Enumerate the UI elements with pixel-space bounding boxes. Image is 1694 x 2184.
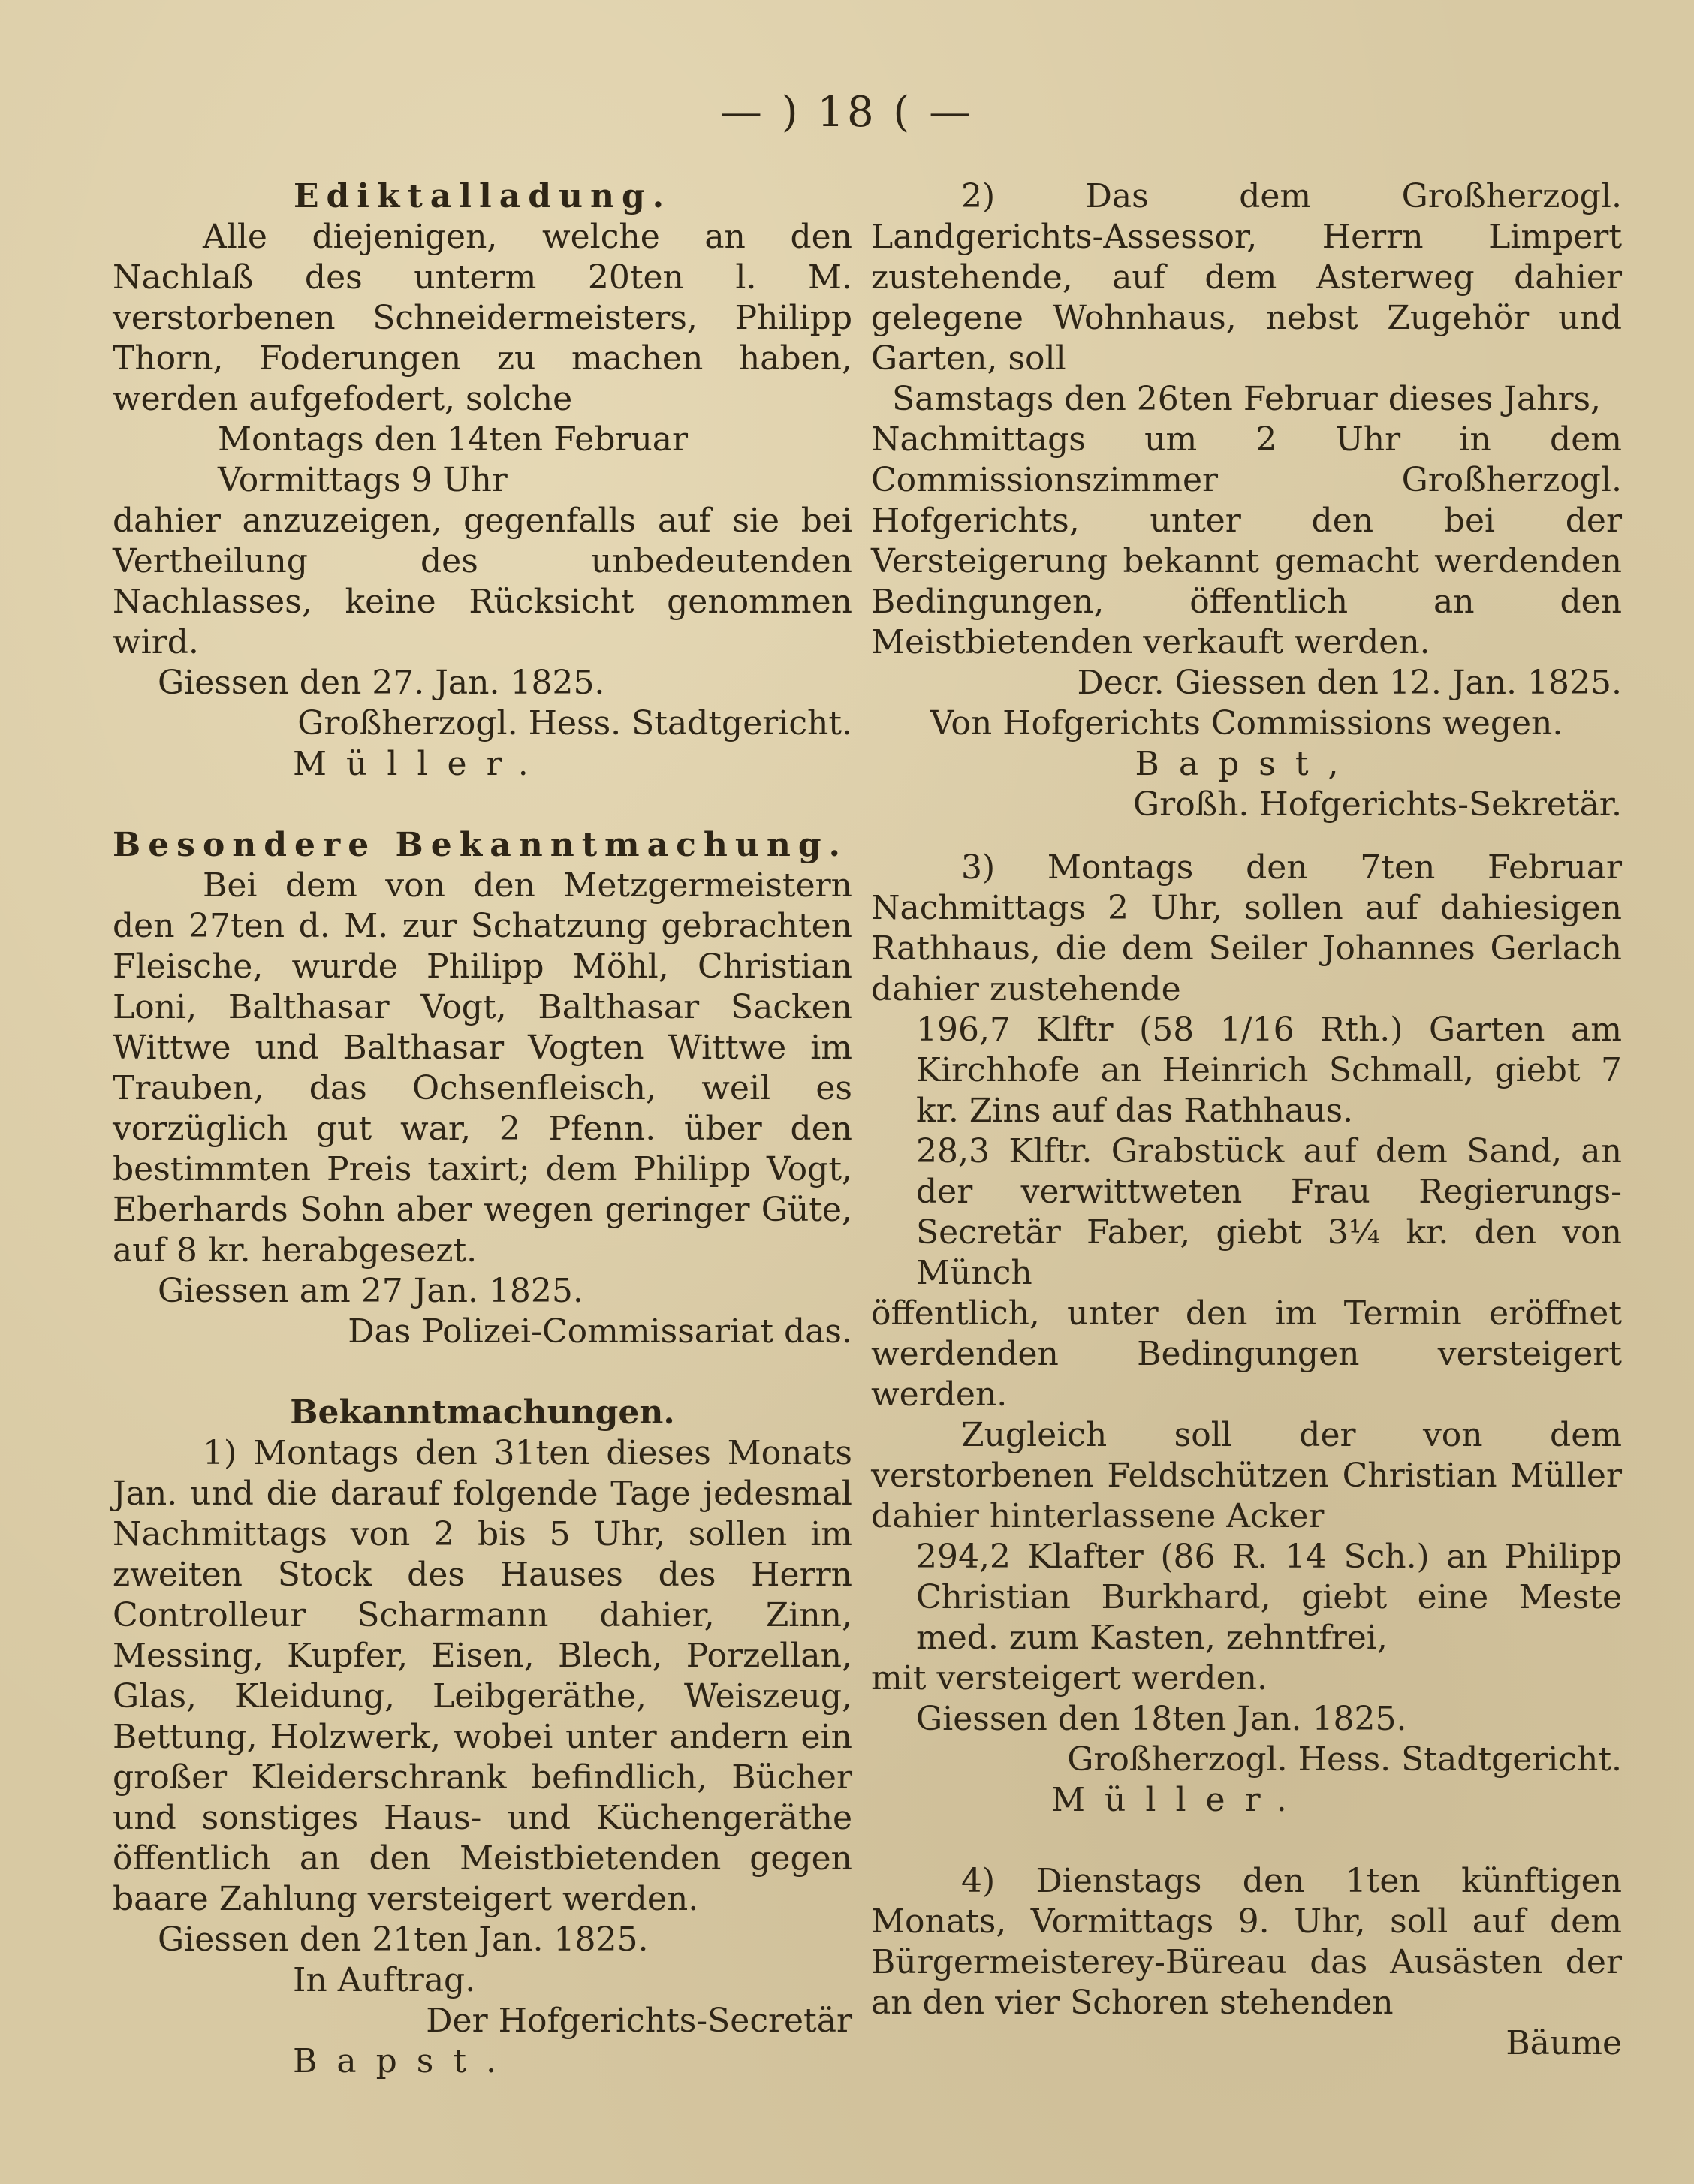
ediktalladung-body: Alle diejenigen, welche an den Nachlaß des unterm 20ten l. M. verstorbenen Schneidermeisters, Philipp Thorn, Foderungen zu machen haben, werden aufgefodert, solche bbox=[113, 218, 852, 418]
besondere-body: Bei dem von den Metzgermeistern den 27ten d. M. zur Schatzung gebrachten Fleische, wurde Philipp Möhl, Christian Loni, Balthasar Vogt, Balthasar Sacken Wittwe und Balthasar Vogten Wittwe im Trauben, das Ochsenfleisch, weil es vorzüglich gut war, 2 Pfenn. über den bestimmten Preis taxirt; dem Philipp Vogt, Eberhards Sohn aber wegen geringer Güte, auf 8 kr. herabgesezt. bbox=[113, 866, 852, 1270]
bekanntmachungen-signature: Bapst. bbox=[293, 2042, 516, 2080]
item-3-zugleich: Zugleich soll der von dem verstorbenen Feldschützen Christian Müller dahier hinterlassene Acker bbox=[871, 1416, 1622, 1535]
ediktalladung-authority: Großherzogl. Hess. Stadtgericht. bbox=[297, 704, 852, 743]
ediktalladung-body-2: dahier anzuzeigen, gegenfalls auf sie bei Vertheilung des unbedeutenden Nachlasses, keine Rücksicht genommen wird. bbox=[113, 502, 852, 661]
item-3-plot-3: 294,2 Klafter (86 R. 14 Sch.) an Philipp Christian Burkhard, giebt eine Meste med. zum Kasten, zehntfrei, bbox=[916, 1538, 1622, 1657]
bekanntmachungen-item-1: 1) Montags den 31ten dieses Monats Jan. und die darauf folgende Tage jedesmal Nachmittags von 2 bis 5 Uhr, sollen im zweiten Stock des Hauses des Herrn Controlleur Scharmann dahier, Zinn, Messing, Kupfer, Eisen, Blech, Porzellan, Glas, Kleidung, Leibgeräthe, Weiszeug, Bettung, Holzwerk, wobei unter andern ein großer Kleiderschrank befindlich, Bücher und sonstiges Haus- und Küchengeräthe öffentlich an den Meistbietenden gegen baare Zahlung versteigert werden. bbox=[113, 1434, 852, 1918]
besondere-authority: Das Polizei-Commissariat das. bbox=[348, 1312, 852, 1351]
item-3-authority: Großherzogl. Hess. Stadtgericht. bbox=[1067, 1740, 1622, 1779]
ediktalladung-heading: Ediktalladung. bbox=[293, 177, 672, 215]
item-3-signature: Müller. bbox=[1051, 1781, 1307, 1819]
item-2-title: Großh. Hofgerichts-Sekretär. bbox=[1133, 785, 1622, 824]
item-3-body: öffentlich, unter den im Termin eröffnet werdenden Bedingungen versteigert werden. bbox=[871, 1294, 1622, 1414]
right-column bbox=[871, 176, 1622, 2064]
besondere-place-date: Giessen am 27 Jan. 1825. bbox=[158, 1272, 583, 1310]
bekanntmachungen-place-date: Giessen den 21ten Jan. 1825. bbox=[158, 1920, 649, 1959]
bekanntmachungen-auftrag: In Auftrag. bbox=[293, 1961, 476, 1999]
item-2-date-line: Samstags den 26ten Februar dieses Jahrs, bbox=[891, 380, 1602, 418]
page-number: — ) 18 ( — bbox=[719, 88, 975, 137]
item-2-decr: Decr. Giessen den 12. Jan. 1825. bbox=[1077, 664, 1622, 702]
item-3-plot-1: 196,7 Klftr (58 1/16 Rth.) Garten am Kirchhofe an Heinrich Schmall, giebt 7 kr. Zins auf das Rathhaus. bbox=[916, 1011, 1622, 1130]
besondere-heading: Besondere Bekanntmachung. bbox=[113, 826, 848, 864]
ediktalladung-signature: Müller. bbox=[293, 745, 548, 783]
item-4-text: 4) Dienstags den 1ten künftigen Monats, Vormittags 9. Uhr, soll auf dem Bürgermeisterey-Büreau das Ausästen der an den vier Schoren stehenden bbox=[871, 1862, 1622, 2022]
bekanntmachungen-heading: Bekanntmachungen. bbox=[290, 1393, 675, 1432]
item-3-place-date: Giessen den 18ten Jan. 1825. bbox=[916, 1700, 1407, 1738]
item-2-text: 2) Das dem Großherzogl. Landgerichts-Assessor, Herrn Limpert zustehende, auf dem Asterweg dahier gelegene Wohnhaus, nebst Zugehör und Garten, soll bbox=[871, 177, 1622, 378]
item-3-closing: mit versteigert werden. bbox=[871, 1659, 1267, 1697]
bekanntmachungen-secretary: Der Hofgerichts-Secretär bbox=[426, 2002, 852, 2040]
ediktalladung-date-line: Montags den 14ten Februar Vormittags 9 Uhr bbox=[218, 420, 689, 499]
item-4-last-word: Bäume bbox=[1506, 2024, 1622, 2062]
left-column bbox=[113, 176, 852, 2082]
item-2-commission: Von Hofgerichts Commissions wegen. bbox=[930, 704, 1563, 743]
item-2-signature: Bapst, bbox=[1135, 745, 1358, 783]
ediktalladung-place-date: Giessen den 27. Jan. 1825. bbox=[158, 664, 605, 702]
item-2-body: Nachmittags um 2 Uhr in dem Commissionszimmer Großherzogl. Hofgerichts, unter den bei der Versteigerung bekannt gemacht werdenden Bedingungen, öffentlich an den Meistbietenden verkauft werden. bbox=[871, 420, 1622, 661]
item-3-plot-2: 28,3 Klftr. Grabstück auf dem Sand, an der verwittweten Frau Regierungs-Secretär Faber, giebt 3¼ kr. den von Münch bbox=[916, 1132, 1622, 1292]
item-3-text: 3) Montags den 7ten Februar Nachmittags 2 Uhr, sollen auf dahiesigen Rathhaus, die dem Seiler Johannes Gerlach dahier zustehende bbox=[871, 848, 1622, 1008]
